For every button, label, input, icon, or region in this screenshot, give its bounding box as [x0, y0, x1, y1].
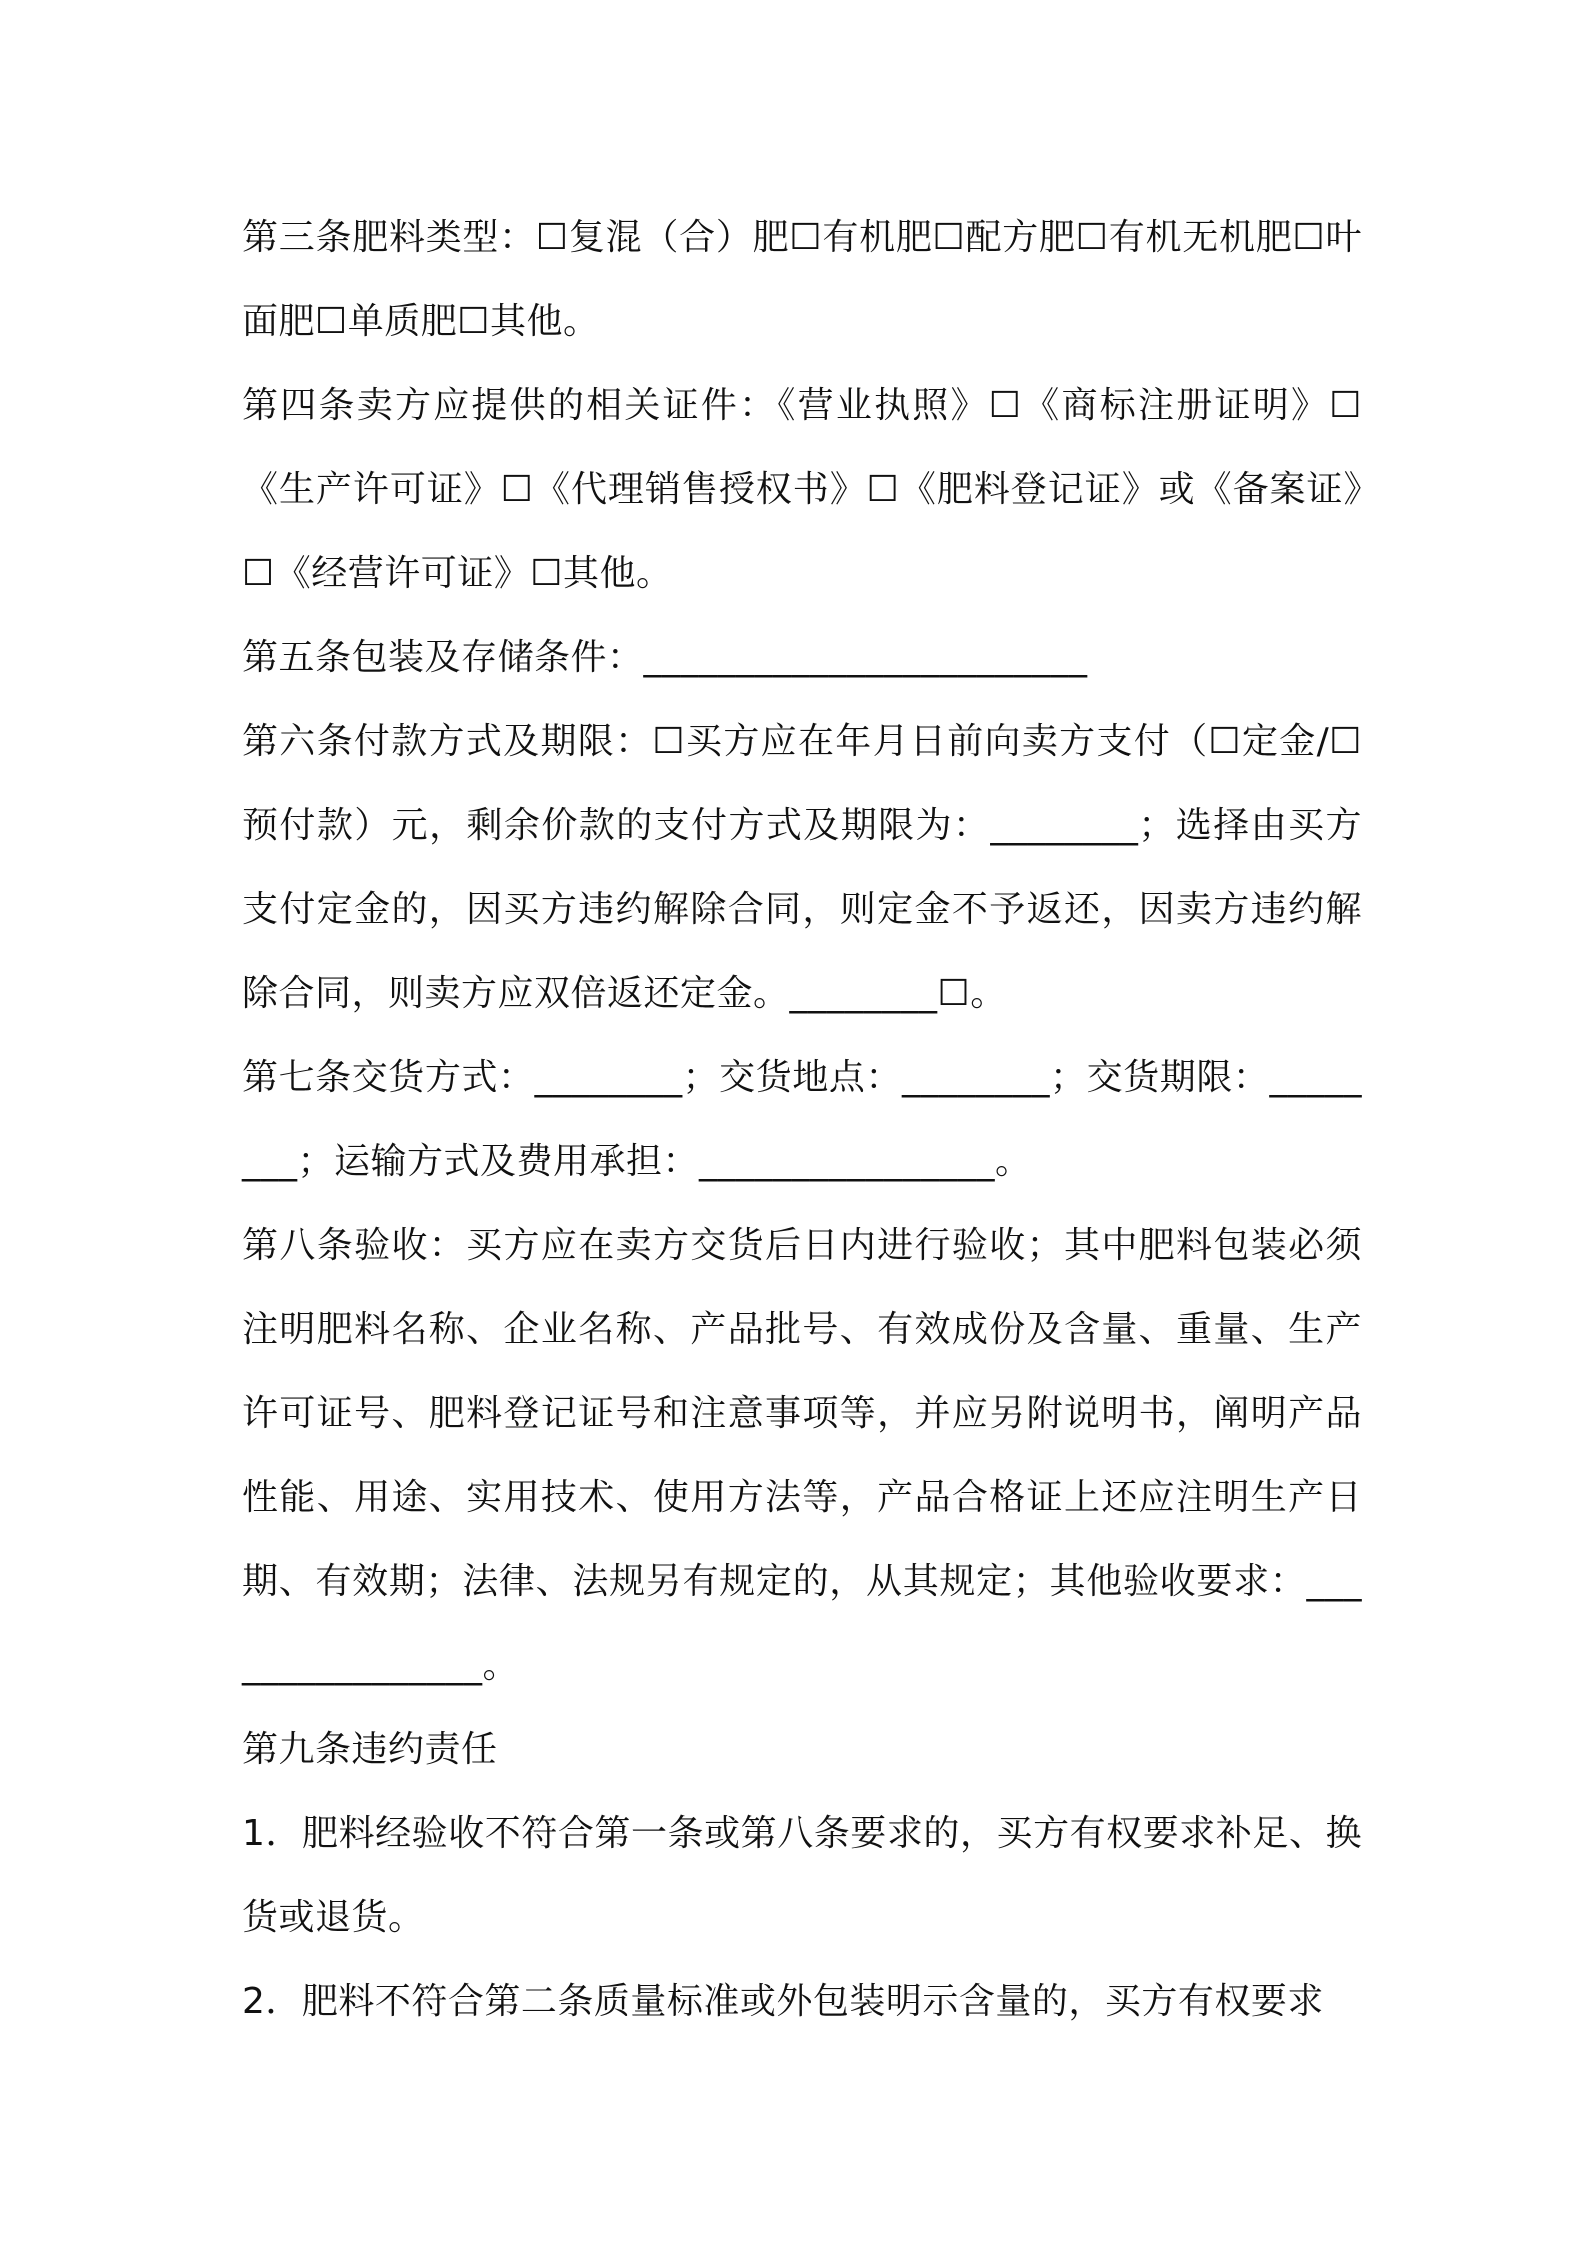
clause-9-heading: 第九条违约责任 — [242, 1729, 498, 1770]
clause-7-delivery: 第七条交货方式：________；交货地点：________；交货期限：________；运输方式及费用承担：________________。 — [242, 1057, 1362, 1182]
clause-5-packaging-storage: 第五条包装及存储条件：________________________ — [242, 637, 1088, 678]
clause-3-fertilizer-type: 第三条肥料类型：☐复混（合）肥☐有机肥☐配方肥☐有机无机肥☐叶面肥☐单质肥☐其他。 — [242, 217, 1362, 342]
clause-8-acceptance: 第八条验收：买方应在卖方交货后日内进行验收；其中肥料包装必须注明肥料名称、企业名称、产品批号、有效成份及含量、重量、生产许可证号、肥料登记证号和注意事项等，并应另附说明书，阐明产品性能、用途、实用技术、使用方法等，产品合格证上还应注明生产日期、有效期；法律、法规另有规定的，从其规定；其他验收要求：________________。 — [242, 1225, 1362, 1686]
clause-9-item-1: 1．肥料经验收不符合第一条或第八条要求的，买方有权要求补足、换货或退货。 — [242, 1813, 1362, 1938]
clause-9-item-2: 2．肥料不符合第二条质量标准或外包装明示含量的，买方有权要求 — [242, 1981, 1324, 2022]
clause-6-payment: 第六条付款方式及期限：☐买方应在年月日前向卖方支付（☐定金/☐预付款）元，剩余价款的支付方式及期限为：________；选择由买方支付定金的，因买方违约解除合同，则定金不予返还，因卖方违约解除合同，则卖方应双倍返还定金。________☐。 — [242, 721, 1362, 1014]
clause-4-certificates: 第四条卖方应提供的相关证件：《营业执照》☐《商标注册证明》☐《生产许可证》☐《代理销售授权书》☐《肥料登记证》或《备案证》☐《经营许可证》☐其他。 — [242, 385, 1362, 594]
document-body — [242, 196, 1362, 2044]
